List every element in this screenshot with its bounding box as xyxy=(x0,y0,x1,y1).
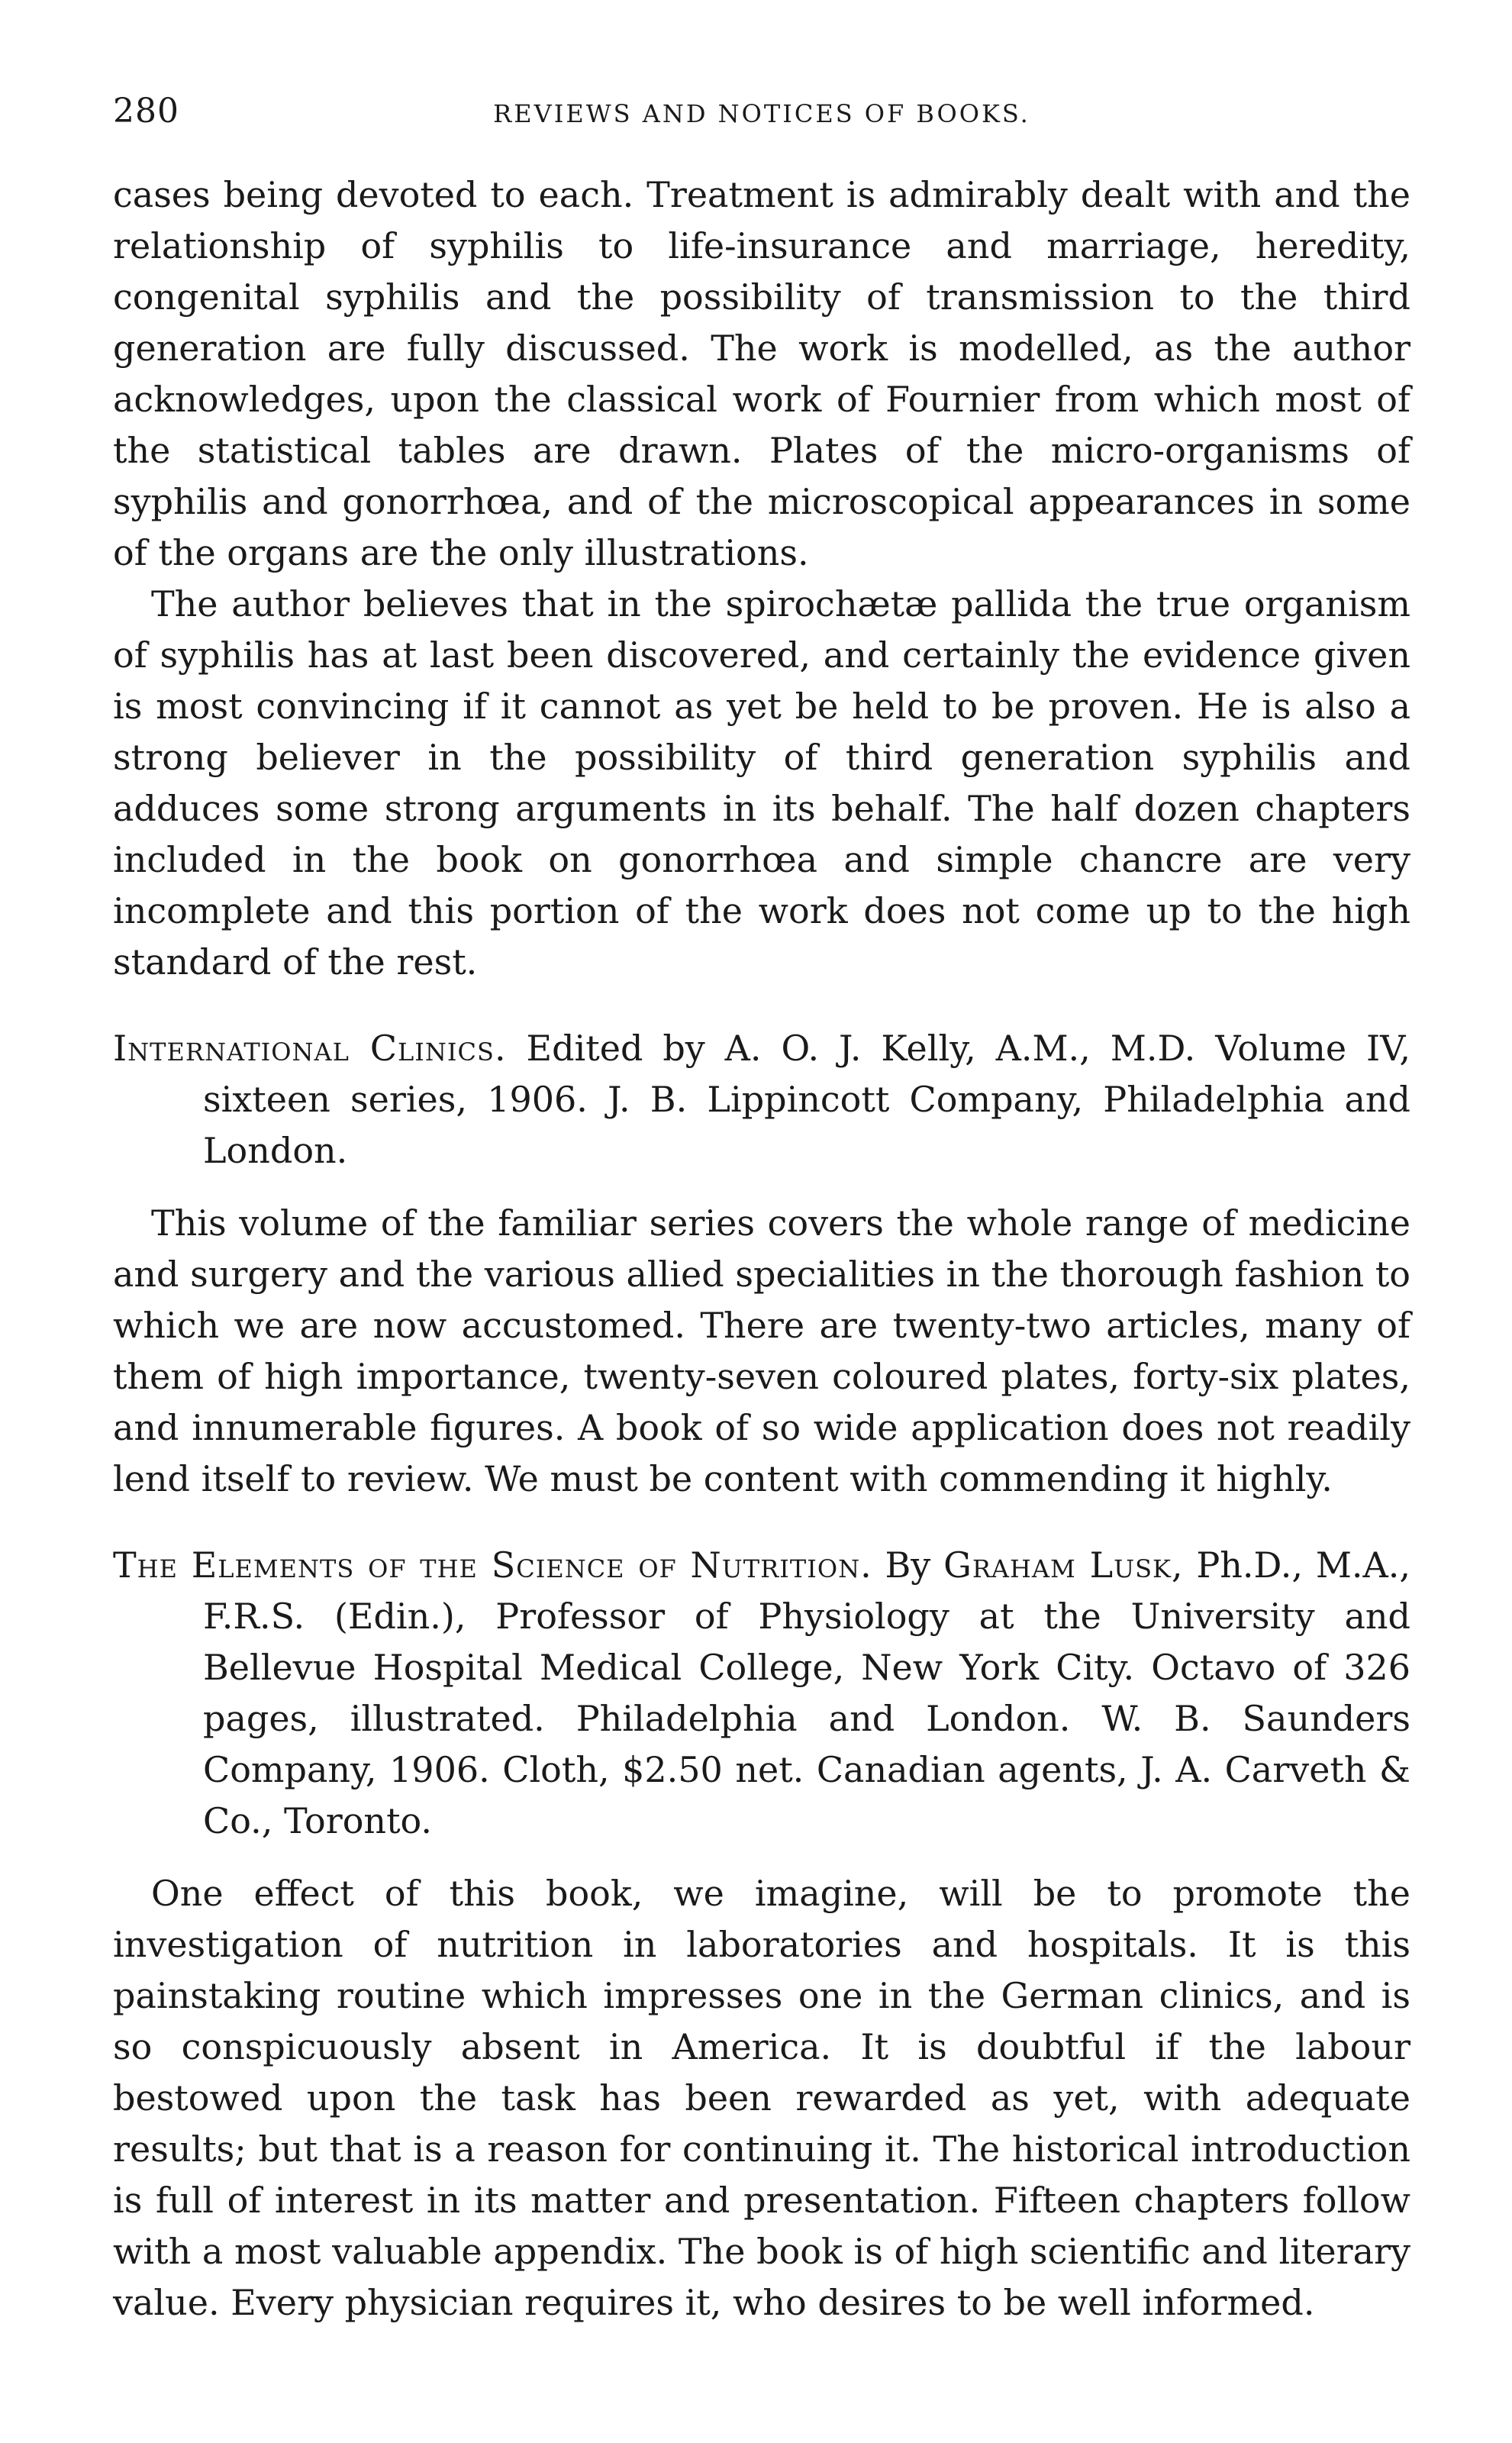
section-gap xyxy=(113,1847,1410,1868)
book-details: Edited by A. O. J. Kelly, A.M., M.D. Volume IV, sixteen series, 1906. J. B. Lippincott Company, Philadelphia and London. xyxy=(203,1028,1410,1171)
section-gap xyxy=(113,988,1410,1023)
page-number: 280 xyxy=(113,92,179,131)
book-title: International Clinics. xyxy=(113,1028,507,1069)
book-title: The Elements of the Science of Nutrition. xyxy=(113,1544,872,1586)
author-opinion-paragraph: The author believes that in the spirochætæ pallida the true organism of syphilis has at last been discovered, and certainly the evidence given is most convincing if it cannot as yet be held to be proven. He is also a strong believer in the possibility of third generation syphilis and adduces some strong arguments in its behalf. The half dozen chapters included in the book on gonorrhœa and simple chancre are very incomplete and this portion of the work does not come up to the high standard of the rest. xyxy=(113,583,1410,983)
review-heading-international-clinics xyxy=(113,1023,1410,1176)
review-body-nutrition: One effect of this book, we imagine, will be to promote the investigation of nutrition in laboratories and hospitals. It is this painstaking routine which impresses one in the German clinics, and is so conspicuously absent in America. It is doubtful if the labour bestowed upon the task has been rewarded as yet, with adequate results; but that is a reason for continuing it. The historical introduction is full of interest in its matter and presentation. Fifteen chapters follow with a most valuable appendix. The book is of high scientific and literary value. Every physician requires it, who desires to be well informed. xyxy=(113,1873,1410,2323)
continued-paragraph: cases being devoted to each. Treatment is admirably dealt with and the relationship of syphilis to life-insurance and marriage, heredity, congenital syphilis and the possibility of transmission to the third generation are fully discussed. The work is modelled, as the author acknowledges, upon the classical work of Fournier from which most of the statistical tables are drawn. Plates of the micro-organisms of syphilis and gonorrhœa, and of the microscopical appearances in some of the organs are the only illustrations. xyxy=(113,174,1410,573)
running-title: REVIEWS AND NOTICES OF BOOKS. xyxy=(493,99,1030,128)
review-heading-nutrition xyxy=(113,1540,1410,1847)
running-head xyxy=(113,92,1410,153)
section-gap xyxy=(113,1505,1410,1540)
review-body-international-clinics: This volume of the familiar series covers the whole range of medicine and surgery and the various allied specialities in the thorough fashion to which we are now accustomed. There are twenty-two articles, many of them of high importance, twenty-seven coloured plates, forty-six plates, and innumerable figures. A book of so wide application does not readily lend itself to review. We must be content with commending it highly. xyxy=(113,1202,1410,1499)
book-author: Graham Lusk, xyxy=(943,1544,1184,1586)
author-prefix: By xyxy=(885,1544,931,1586)
book-details: Ph.D., M.A., F.R.S. (Edin.), Professor of Physiology at the University and Bellevue Hospital Medical College, New York City. Octavo of 326 pages, illustrated. Philadelphia and London. W. B. Saunders Company, 1906. Cloth, $2.50 net. Canadian agents, J. A. Carveth & Co., Toronto. xyxy=(203,1544,1411,1841)
document-page xyxy=(113,92,1410,2328)
section-gap xyxy=(113,1176,1410,1198)
